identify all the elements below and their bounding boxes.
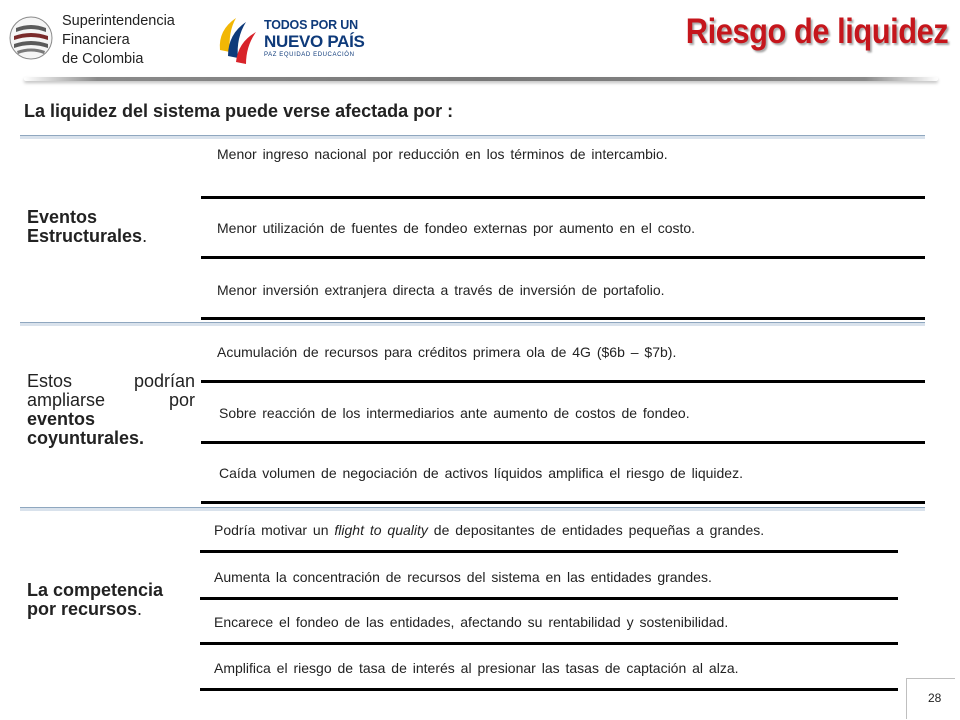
category-line: La competencia bbox=[27, 580, 164, 600]
gov-logo-text bbox=[264, 18, 365, 60]
section-divider bbox=[20, 135, 925, 139]
sfc-emblem-icon bbox=[8, 16, 54, 60]
list-item: Caída volumen de negociación de activos líquidos amplifica el riesgo de liquidez. bbox=[219, 465, 743, 481]
item-divider bbox=[201, 256, 925, 259]
slide-subtitle: La liquidez del sistema puede verse afectada por : bbox=[24, 101, 454, 121]
list-item: Aumenta la concentración de recursos del sistema en las entidades grandes. bbox=[214, 569, 712, 585]
category-label-conjunctural bbox=[27, 372, 195, 448]
category-line bbox=[27, 600, 197, 619]
item-divider bbox=[201, 317, 925, 320]
list-item bbox=[214, 522, 764, 538]
section-divider bbox=[20, 322, 925, 326]
page-title: Riesgo de liquidez bbox=[685, 12, 948, 51]
item-text: Podría motivar un bbox=[214, 522, 335, 538]
item-divider bbox=[201, 441, 925, 444]
item-text: de depositantes de entidades pequeñas a grandes. bbox=[427, 522, 765, 538]
sfc-logo-line: de Colombia bbox=[62, 51, 144, 67]
section-divider bbox=[20, 507, 925, 511]
sfc-logo bbox=[8, 10, 180, 66]
category-line bbox=[27, 227, 197, 246]
category-suffix: . bbox=[137, 599, 143, 619]
item-divider bbox=[200, 642, 898, 645]
page-number: 28 bbox=[928, 691, 942, 705]
list-item: Amplifica el riesgo de tasa de interés al presionar las tasas de captación al alza. bbox=[214, 660, 739, 676]
gov-logo-line: TODOS POR UN bbox=[264, 18, 358, 32]
sfc-logo-line: Superintendencia bbox=[62, 13, 175, 29]
category-line: Eventos bbox=[27, 207, 98, 227]
item-divider bbox=[200, 550, 898, 553]
item-divider bbox=[200, 688, 898, 691]
list-item: Menor inversión extranjera directa a través de inversión de portafolio. bbox=[217, 282, 665, 298]
item-emphasis: flight to quality bbox=[334, 522, 428, 538]
gov-logo-tagline: PAZ EQUIDAD EDUCACIÓN bbox=[264, 52, 355, 58]
list-item: Menor ingreso nacional por reducción en los términos de intercambio. bbox=[217, 146, 668, 162]
item-divider bbox=[200, 597, 898, 600]
gov-logo bbox=[214, 12, 365, 68]
gov-emblem-icon bbox=[214, 12, 260, 68]
category-label-structural bbox=[27, 208, 197, 246]
category-line: ampliarse por bbox=[27, 390, 195, 410]
category-line: coyunturales. bbox=[27, 428, 145, 448]
list-item: Sobre reacción de los intermediarios ante aumento de costos de fondeo. bbox=[219, 405, 690, 421]
list-item: Acumulación de recursos para créditos primera ola de 4G ($6b – $7b). bbox=[217, 344, 677, 360]
category-line: eventos bbox=[27, 409, 96, 429]
item-divider bbox=[201, 196, 925, 199]
header-divider bbox=[24, 77, 938, 81]
category-text: por recursos bbox=[27, 599, 138, 619]
list-item: Encarece el fondeo de las entidades, afectando su rentabilidad y sostenibilidad. bbox=[214, 614, 729, 630]
item-divider bbox=[201, 501, 925, 504]
sfc-logo-line: Financiera bbox=[62, 32, 130, 48]
item-divider bbox=[201, 380, 925, 383]
category-line: Estos podrían bbox=[27, 371, 195, 391]
sfc-logo-text bbox=[62, 12, 175, 69]
category-label-competition bbox=[27, 581, 197, 619]
gov-logo-line: NUEVO PAÍS bbox=[264, 32, 365, 51]
list-item: Menor utilización de fuentes de fondeo externas por aumento en el costo. bbox=[217, 220, 696, 236]
category-suffix: . bbox=[142, 226, 148, 246]
category-text: Estructurales bbox=[27, 226, 143, 246]
